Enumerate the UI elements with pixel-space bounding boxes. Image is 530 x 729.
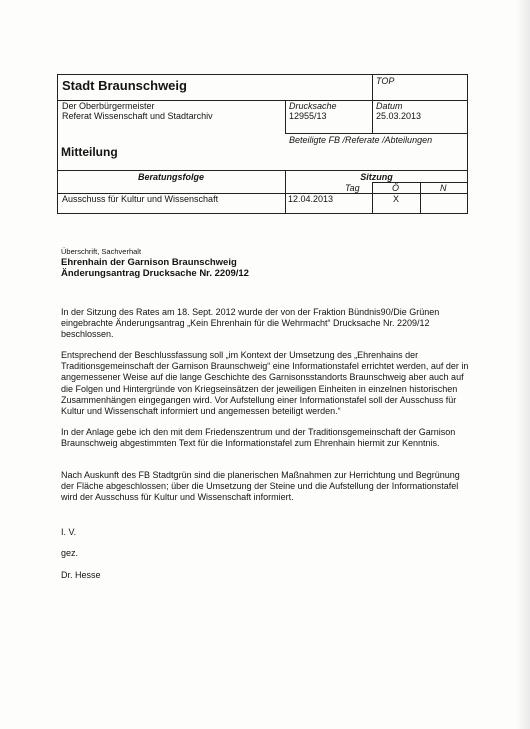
datum-value: 25.03.2013 bbox=[376, 111, 422, 121]
consultation-public-mark: X bbox=[393, 194, 400, 204]
tag-label: Tag bbox=[345, 183, 360, 193]
paragraph-council-decision: In der Sitzung des Rates am 18. Sept. 2012 wurde der von der Fraktion Bündnis90/Die Grünen eingebrachte Änderungsantrag „Kein Ehrenhain für die Wehrmacht“ Drucksache Nr. 2209/12 beschlossen. bbox=[61, 307, 440, 340]
issuer-line-1: Der Oberbürgermeister bbox=[62, 101, 155, 111]
document-type: Mitteilung bbox=[61, 145, 118, 159]
table-vline-tag bbox=[372, 182, 373, 214]
table-top-line bbox=[57, 74, 468, 75]
signature-gez: gez. bbox=[61, 548, 79, 558]
table-vline-top bbox=[372, 74, 373, 133]
paragraph-attachment: In der Anlage gebe ich den mit dem Friedenszentrum und der Traditionsgemeinschaft der Garnison Braunschweig abgestimmten Text für die Informationstafel zum Ehrenhain hiermit zur Kenntnis. bbox=[61, 427, 456, 449]
beratungsfolge-label: Beratungsfolge bbox=[137, 172, 204, 182]
subject-caption: Überschrift, Sachverhalt bbox=[61, 247, 142, 256]
drucksache-label: Drucksache bbox=[289, 101, 337, 111]
subject-line-1: Ehrenhain der Garnison Braunschweig bbox=[61, 257, 237, 268]
consultation-date: 12.04.2013 bbox=[288, 194, 334, 204]
paragraph-stadtgruen: Nach Auskunft des FB Stadtgrün sind die planerischen Maßnahmen zur Herrichtung und Begrünung der Fläche abgeschlossen; über die Umsetzung der Steine und die Aufstellung der Informationstafel wird der Ausschuss für Kultur und Wissenschaft informiert. bbox=[61, 470, 460, 503]
beteiligte-label: Beteiligte FB /Referate /Abteilungen bbox=[289, 135, 433, 145]
signature-iv: I. V. bbox=[61, 527, 77, 537]
paragraph-information-board: Entsprechend der Beschlussfassung soll „im Kontext der Umsetzung des „Ehrenhains der Traditionsgemeinschaft der Garnison Braunschweig“ eine Informationstafel errichtet werden, auf der in angemessener Weise auf die lange Geschichte des Garnisonsstandorts Braunschweig aber auch auf die Folgen und Hintergründe von Kriegseinsätzen der jeweiligen Einheiten in einzelnen historischen Zusammenhängen eingegangen wird. Vor Aufstellung einer Informationstafel soll der Ausschuss für Kultur und Wissenschaft informiert und angemessen beteiligt werden.“ bbox=[61, 350, 469, 417]
table-line-bottom bbox=[57, 213, 468, 214]
signature-name: Dr. Hesse bbox=[61, 570, 101, 580]
table-line-beratung bbox=[57, 170, 468, 171]
scan-edge-shadow bbox=[516, 0, 530, 729]
issuer-line-2: Referat Wissenschaft und Stadtarchiv bbox=[62, 111, 213, 121]
sitzung-label: Sitzung bbox=[360, 172, 393, 182]
drucksache-number: 12955/13 bbox=[289, 111, 327, 121]
city-title: Stadt Braunschweig bbox=[62, 78, 187, 93]
table-vline-o bbox=[420, 182, 421, 214]
table-line-beteiligte bbox=[285, 133, 468, 134]
datum-label: Datum bbox=[376, 101, 403, 111]
o-label: Ö bbox=[392, 183, 400, 193]
n-label: N bbox=[440, 183, 447, 193]
consultation-body: Ausschuss für Kultur und Wissenschaft bbox=[62, 194, 219, 204]
table-vline-drucksache bbox=[285, 100, 286, 133]
top-label: TOP bbox=[376, 76, 395, 86]
subject-line-2: Änderungsantrag Drucksache Nr. 2209/12 bbox=[61, 268, 249, 279]
